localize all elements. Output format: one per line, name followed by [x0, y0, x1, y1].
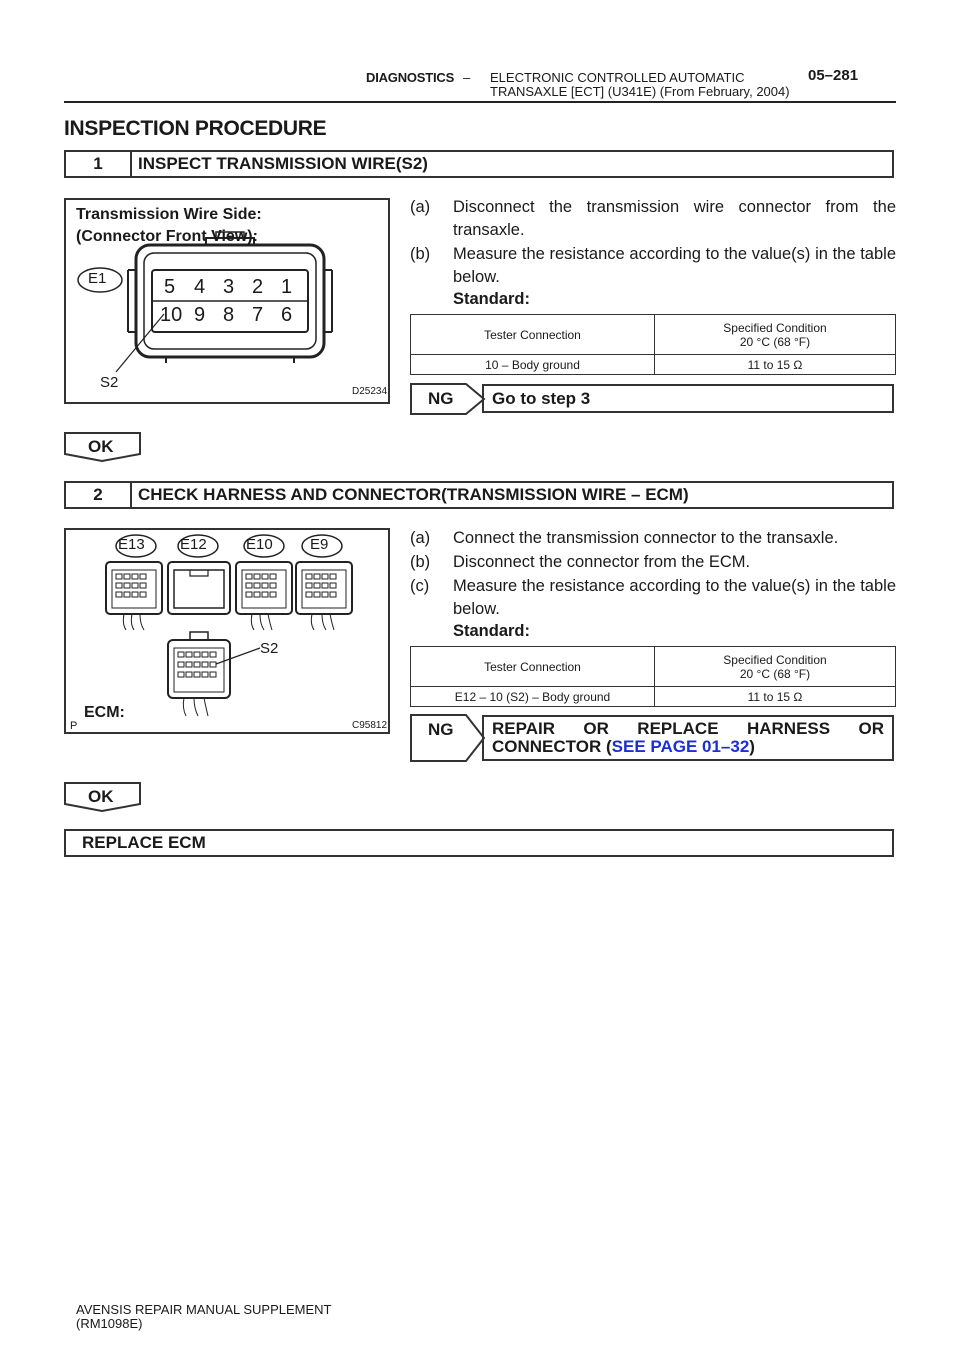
figure-id: C95812 — [352, 720, 388, 731]
connector-label-e12: E12 — [180, 536, 207, 553]
instruction-item — [410, 551, 896, 575]
step-2-figure — [64, 528, 390, 734]
ok-label: OK — [88, 437, 114, 456]
ecm-label: ECM: — [84, 704, 125, 721]
step-2-number: 2 — [66, 483, 132, 507]
standard-label: Standard: — [453, 290, 531, 308]
see-page-link[interactable]: SEE PAGE 01–32 — [611, 737, 750, 756]
table-cell: E12 – 10 (S2) – Body ground — [411, 687, 655, 707]
pin-label: 8 — [223, 304, 235, 326]
step-1-number: 1 — [66, 152, 132, 176]
step-2-header — [64, 481, 894, 509]
pin-label: 7 — [252, 304, 264, 326]
ok-label: OK — [88, 787, 114, 806]
table-cell: 11 to 15 Ω — [655, 355, 896, 375]
pin-label: 6 — [281, 304, 293, 326]
table-header-condition-text: Specified Condition — [723, 320, 827, 335]
step-1-header — [64, 150, 894, 178]
pin-label: 4 — [194, 276, 206, 298]
ng-action-line2-prefix: CONNECTOR ( — [492, 737, 612, 756]
table-header-condition — [655, 315, 896, 355]
step-1-figure — [64, 198, 390, 404]
instruction-text: Measure the resistance according to the value(s) in the table below. — [453, 577, 896, 618]
instruction-text: Disconnect the transmission wire connector from the transaxle. — [453, 198, 896, 239]
pin-label: 2 — [252, 276, 264, 298]
pin-label: 3 — [223, 276, 235, 298]
footer-manual-title: AVENSIS REPAIR MANUAL SUPPLEMENT — [76, 1302, 332, 1317]
instruction-label: (c) — [410, 577, 430, 595]
instruction-label: (a) — [410, 529, 431, 547]
ecm-connectors-diagram — [66, 530, 388, 732]
instruction-label: (a) — [410, 198, 431, 216]
ng-action-line1: REPAIR OR REPLACE HARNESS OR — [492, 719, 884, 738]
connector-label-e1: E1 — [88, 270, 107, 287]
spec-table — [410, 646, 896, 707]
page-title: INSPECTION PROCEDURE — [64, 117, 327, 140]
instruction-item — [410, 575, 896, 625]
instruction-label: (b) — [410, 245, 431, 263]
pin-label: 10 — [160, 304, 183, 326]
instruction-item — [410, 196, 896, 246]
table-header-condition-text: Specified Condition — [723, 652, 827, 667]
table-cell: 10 – Body ground — [411, 355, 655, 375]
pin-label: 5 — [164, 276, 176, 298]
callout-s2: S2 — [100, 374, 119, 391]
ng-action-text: Go to step 3 — [492, 389, 591, 408]
page-number: 05–281 — [808, 67, 859, 84]
ng-label: NG — [428, 720, 454, 739]
table-header-tester: Tester Connection — [411, 315, 655, 355]
ng-action — [482, 384, 894, 413]
p-label: P — [70, 720, 78, 732]
callout-s2: S2 — [260, 640, 279, 657]
ng-action-line2-suffix: ) — [749, 737, 755, 756]
standard-label: Standard: — [453, 622, 531, 640]
header-subtitle-line1: ELECTRONIC CONTROLLED AUTOMATIC — [490, 70, 745, 85]
header-rule — [64, 101, 896, 103]
figure-caption-line1: Transmission Wire Side: — [76, 206, 262, 223]
instruction-text: Disconnect the connector from the ECM. — [453, 553, 751, 571]
figure-caption-line2: (Connector Front View): — [76, 228, 258, 245]
table-header-condition — [655, 647, 896, 687]
step-1-title: INSPECT TRANSMISSION WIRE(S2) — [138, 154, 428, 173]
instruction-label: (b) — [410, 553, 431, 571]
pin-label: 9 — [194, 304, 206, 326]
connector-label-e9: E9 — [310, 536, 329, 553]
spec-table — [410, 314, 896, 375]
connector-label-e13: E13 — [118, 536, 145, 553]
instruction-item — [410, 243, 896, 293]
table-header-tester: Tester Connection — [411, 647, 655, 687]
instruction-text: Connect the transmission connector to the transaxle. — [453, 529, 839, 547]
header-section: DIAGNOSTICS — [366, 70, 455, 85]
instruction-text: Measure the resistance according to the value(s) in the table below. — [453, 245, 896, 286]
table-cell: 11 to 15 Ω — [655, 687, 896, 707]
final-action — [64, 829, 894, 857]
ng-label: NG — [428, 389, 454, 408]
ng-action — [482, 715, 894, 761]
header-dash: – — [463, 70, 471, 85]
connector-label-e10: E10 — [246, 536, 273, 553]
step-2-title: CHECK HARNESS AND CONNECTOR(TRANSMISSION WIRE – ECM) — [138, 485, 689, 504]
table-header-temperature: 20 °C (68 °F) — [739, 666, 811, 681]
footer-manual-code: (RM1098E) — [76, 1316, 143, 1331]
header-subtitle-line2: TRANSAXLE [ECT] (U341E) (From February, 2004) — [490, 84, 790, 99]
figure-id: D25234 — [352, 386, 388, 397]
table-header-temperature: 20 °C (68 °F) — [739, 334, 811, 349]
instruction-item — [410, 527, 896, 551]
pin-label: 1 — [281, 276, 293, 298]
ng-action-line2 — [492, 738, 884, 756]
final-action-text: REPLACE ECM — [82, 833, 206, 852]
